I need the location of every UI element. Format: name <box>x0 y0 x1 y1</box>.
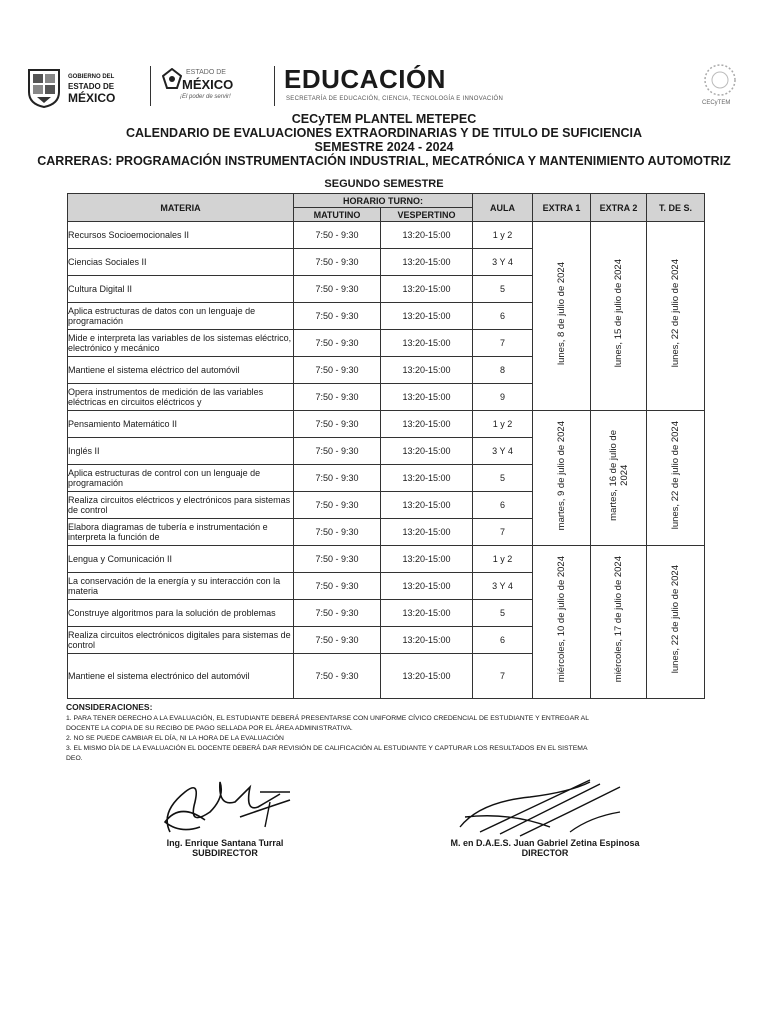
cecytem-emblem-icon <box>698 62 742 98</box>
cell-aula: 7 <box>473 519 533 546</box>
cell-vespertino: 13:20-15:00 <box>381 654 473 699</box>
cell-aula: 3 Y 4 <box>473 249 533 276</box>
cell-vespertino: 13:20-15:00 <box>381 492 473 519</box>
cell-matutino: 7:50 - 9:30 <box>294 627 381 654</box>
cell-vespertino: 13:20-15:00 <box>381 357 473 384</box>
extra1-date: lunes, 8 de julio de 2024 <box>556 262 567 365</box>
header-divider <box>274 66 275 106</box>
title-semestre: SEMESTRE 2024 - 2024 <box>314 140 454 154</box>
cell-aula: 3 Y 4 <box>473 438 533 465</box>
cell-aula: 5 <box>473 600 533 627</box>
estado-mark-icon <box>162 68 182 90</box>
cell-matutino: 7:50 - 9:30 <box>294 357 381 384</box>
cell-matutino: 7:50 - 9:30 <box>294 546 381 573</box>
director-name: M. en D.A.E.S. Juan Gabriel Zetina Espinosa <box>450 838 640 848</box>
table-row <box>68 546 705 573</box>
estado-line1: ESTADO DE <box>186 69 226 76</box>
cell-extra1-group3 <box>533 546 591 699</box>
cell-vespertino: 13:20-15:00 <box>381 600 473 627</box>
cell-extra1-group1 <box>533 222 591 411</box>
cell-vespertino: 13:20-15:00 <box>381 546 473 573</box>
exam-schedule-table <box>67 193 705 699</box>
cell-matutino: 7:50 - 9:30 <box>294 222 381 249</box>
header-materia: MATERIA <box>68 194 294 222</box>
header-logos <box>22 62 752 112</box>
extra1-date: martes, 9 de julio de 2024 <box>556 420 567 531</box>
title-plantel: CECyTEM PLANTEL METEPEC <box>291 112 477 126</box>
consideration-item: DEO. <box>66 755 83 762</box>
header-aula: AULA <box>473 194 533 222</box>
estado-line2: MÉXICO <box>182 77 234 92</box>
considerations <box>66 702 706 764</box>
header-extra1: EXTRA 1 <box>533 194 591 222</box>
cell-vespertino: 13:20-15:00 <box>381 330 473 357</box>
table-row <box>68 411 705 438</box>
cell-materia: Ciencias Sociales II <box>68 249 294 276</box>
tdes-date: lunes, 22 de julio de 2024 <box>670 421 681 530</box>
director-title: DIRECTOR <box>521 848 569 858</box>
cell-vespertino: 13:20-15:00 <box>381 465 473 492</box>
cell-aula: 5 <box>473 465 533 492</box>
cell-vespertino: 13:20-15:00 <box>381 438 473 465</box>
considerations-title: CONSIDERACIONES: <box>66 702 153 712</box>
cell-tdes-group2 <box>647 411 705 546</box>
cell-aula: 5 <box>473 276 533 303</box>
cell-tdes-group1 <box>647 222 705 411</box>
state-crest-icon <box>25 66 63 108</box>
cell-extra2-group2 <box>591 411 647 546</box>
cell-vespertino: 13:20-15:00 <box>381 249 473 276</box>
cell-materia: Recursos Socioemocionales II <box>68 222 294 249</box>
extra2-date: lunes, 15 de julio de 2024 <box>613 259 624 368</box>
signature-subdirector <box>140 772 310 858</box>
handwritten-signature-icon <box>140 772 310 838</box>
cell-aula: 1 y 2 <box>473 222 533 249</box>
cell-vespertino: 13:20-15:00 <box>381 627 473 654</box>
cecytem-label: CECyTEM <box>702 100 731 106</box>
educacion-logo <box>284 64 584 108</box>
cell-vespertino: 13:20-15:00 <box>381 519 473 546</box>
cell-matutino: 7:50 - 9:30 <box>294 249 381 276</box>
cell-materia: Cultura Digital II <box>68 276 294 303</box>
cell-vespertino: 13:20-15:00 <box>381 573 473 600</box>
cell-matutino: 7:50 - 9:30 <box>294 492 381 519</box>
cell-tdes-group3 <box>647 546 705 699</box>
table-row <box>68 222 705 249</box>
header-extra2: EXTRA 2 <box>591 194 647 222</box>
header-horario: HORARIO TURNO: <box>294 194 473 208</box>
cell-vespertino: 13:20-15:00 <box>381 411 473 438</box>
cell-extra2-group3 <box>591 546 647 699</box>
cell-vespertino: 13:20-15:00 <box>381 276 473 303</box>
cell-materia: Realiza circuitos eléctricos y electrónicos para sistemas de control <box>68 492 294 519</box>
cell-extra2-group1 <box>591 222 647 411</box>
cell-aula: 7 <box>473 330 533 357</box>
cell-materia: Opera instrumentos de medición de las variables eléctricas en circuitos eléctricos y <box>68 384 294 411</box>
gobierno-logo <box>22 66 142 108</box>
gob-line3: MÉXICO <box>68 91 116 105</box>
cell-matutino: 7:50 - 9:30 <box>294 384 381 411</box>
cell-materia: Realiza circuitos electrónicos digitales para sistemas de control <box>68 627 294 654</box>
tdes-date: lunes, 22 de julio de 2024 <box>670 259 681 368</box>
cell-aula: 9 <box>473 384 533 411</box>
header-divider <box>150 66 151 106</box>
consideration-item: DOCENTE LA COPIA DE SU RECIBO DE PAGO SELLADA POR EL ÁREA ADMINISTRATIVA. <box>66 725 353 732</box>
cell-materia: Aplica estructuras de control con un lenguaje de programación <box>68 465 294 492</box>
cell-aula: 1 y 2 <box>473 546 533 573</box>
cell-materia: Lengua y Comunicación II <box>68 546 294 573</box>
educacion-subtitle: SECRETARÍA DE EDUCACIÓN, CIENCIA, TECNOLOGÍA E INNOVACIÓN <box>286 96 504 102</box>
cell-aula: 6 <box>473 492 533 519</box>
cell-materia: Elabora diagramas de tubería e instrumentación e interpreta la función de <box>68 519 294 546</box>
estado-logo <box>162 66 272 108</box>
cell-materia: Inglés II <box>68 438 294 465</box>
cecytem-logo <box>698 62 748 112</box>
tdes-date: lunes, 22 de julio de 2024 <box>670 565 681 674</box>
cell-matutino: 7:50 - 9:30 <box>294 600 381 627</box>
cell-aula: 3 Y 4 <box>473 573 533 600</box>
cell-matutino: 7:50 - 9:30 <box>294 465 381 492</box>
extra1-date: miércoles, 10 de julio de 2024 <box>556 556 567 683</box>
consideration-item: 2. NO SE PUEDE CAMBIAR EL DÍA, NI LA HORA DE LA EVALUACIÓN <box>66 735 284 742</box>
semester-label: SEGUNDO SEMESTRE <box>324 178 444 190</box>
cell-extra1-group2 <box>533 411 591 546</box>
subdirector-name: Ing. Enrique Santana Turral <box>166 838 284 848</box>
cell-matutino: 7:50 - 9:30 <box>294 438 381 465</box>
extra2-date: martes, 16 de julio de 2024 <box>607 430 630 521</box>
title-carreras: CARRERAS: PROGRAMACIÓN INSTRUMENTACIÓN INDUSTRIAL, MECATRÓNICA Y MANTENIMIENTO AUTOMOTRIZ <box>37 154 731 168</box>
cell-matutino: 7:50 - 9:30 <box>294 411 381 438</box>
cell-materia: Mantiene el sistema electrónico del automóvil <box>68 654 294 699</box>
cell-matutino: 7:50 - 9:30 <box>294 519 381 546</box>
cell-matutino: 7:50 - 9:30 <box>294 573 381 600</box>
cell-matutino: 7:50 - 9:30 <box>294 654 381 699</box>
gob-line1: GOBIERNO DEL <box>68 74 115 80</box>
cell-materia: Pensamiento Matemático II <box>68 411 294 438</box>
document-titles <box>0 112 768 168</box>
header-vespertino: VESPERTINO <box>381 208 473 222</box>
cell-matutino: 7:50 - 9:30 <box>294 330 381 357</box>
cell-aula: 8 <box>473 357 533 384</box>
cell-matutino: 7:50 - 9:30 <box>294 276 381 303</box>
cell-vespertino: 13:20-15:00 <box>381 384 473 411</box>
cell-vespertino: 13:20-15:00 <box>381 222 473 249</box>
cell-materia: Aplica estructuras de datos con un lenguaje de programación <box>68 303 294 330</box>
handwritten-signature-icon <box>420 772 670 838</box>
cell-aula: 6 <box>473 627 533 654</box>
cell-materia: Mide e interpreta las variables de los sistemas eléctrico, electrónico y mecánico <box>68 330 294 357</box>
extra2-date: miércoles, 17 de julio de 2024 <box>613 556 624 683</box>
header-matutino: MATUTINO <box>294 208 381 222</box>
header-tdes: T. DE S. <box>647 194 705 222</box>
cell-materia: Mantiene el sistema eléctrico del automóvil <box>68 357 294 384</box>
cell-aula: 6 <box>473 303 533 330</box>
estado-tagline: ¡El poder de servir! <box>180 94 231 100</box>
cell-materia: Construye algoritmos para la solución de problemas <box>68 600 294 627</box>
cell-vespertino: 13:20-15:00 <box>381 303 473 330</box>
educacion-title: EDUCACIÓN <box>284 64 446 94</box>
title-calendario: CALENDARIO DE EVALUACIONES EXTRAORDINARIAS Y DE TITULO DE SUFICIENCIA <box>125 126 642 140</box>
subdirector-title: SUBDIRECTOR <box>192 848 258 858</box>
consideration-item: 1. PARA TENER DERECHO A LA EVALUACIÓN, EL ESTUDIANTE DEBERÁ PRESENTARSE CON UNIFORME CÍVICO CREDENCIAL DE ESTUDIANTE Y ENTREGAR AL <box>66 715 589 722</box>
cell-matutino: 7:50 - 9:30 <box>294 303 381 330</box>
cell-aula: 1 y 2 <box>473 411 533 438</box>
consideration-item: 3. EL MISMO DÍA DE LA EVALUACIÓN EL DOCENTE DEBERÁ DAR REVISIÓN DE CALIFICACIÓN AL ESTUDIANTE Y CAPTURAR LOS RESULTADOS EN EL SISTEMA <box>66 745 588 752</box>
gob-line2: ESTADO DE <box>68 82 115 91</box>
cell-materia: La conservación de la energía y su interacción con la materia <box>68 573 294 600</box>
signature-director <box>420 772 670 858</box>
cell-aula: 7 <box>473 654 533 699</box>
